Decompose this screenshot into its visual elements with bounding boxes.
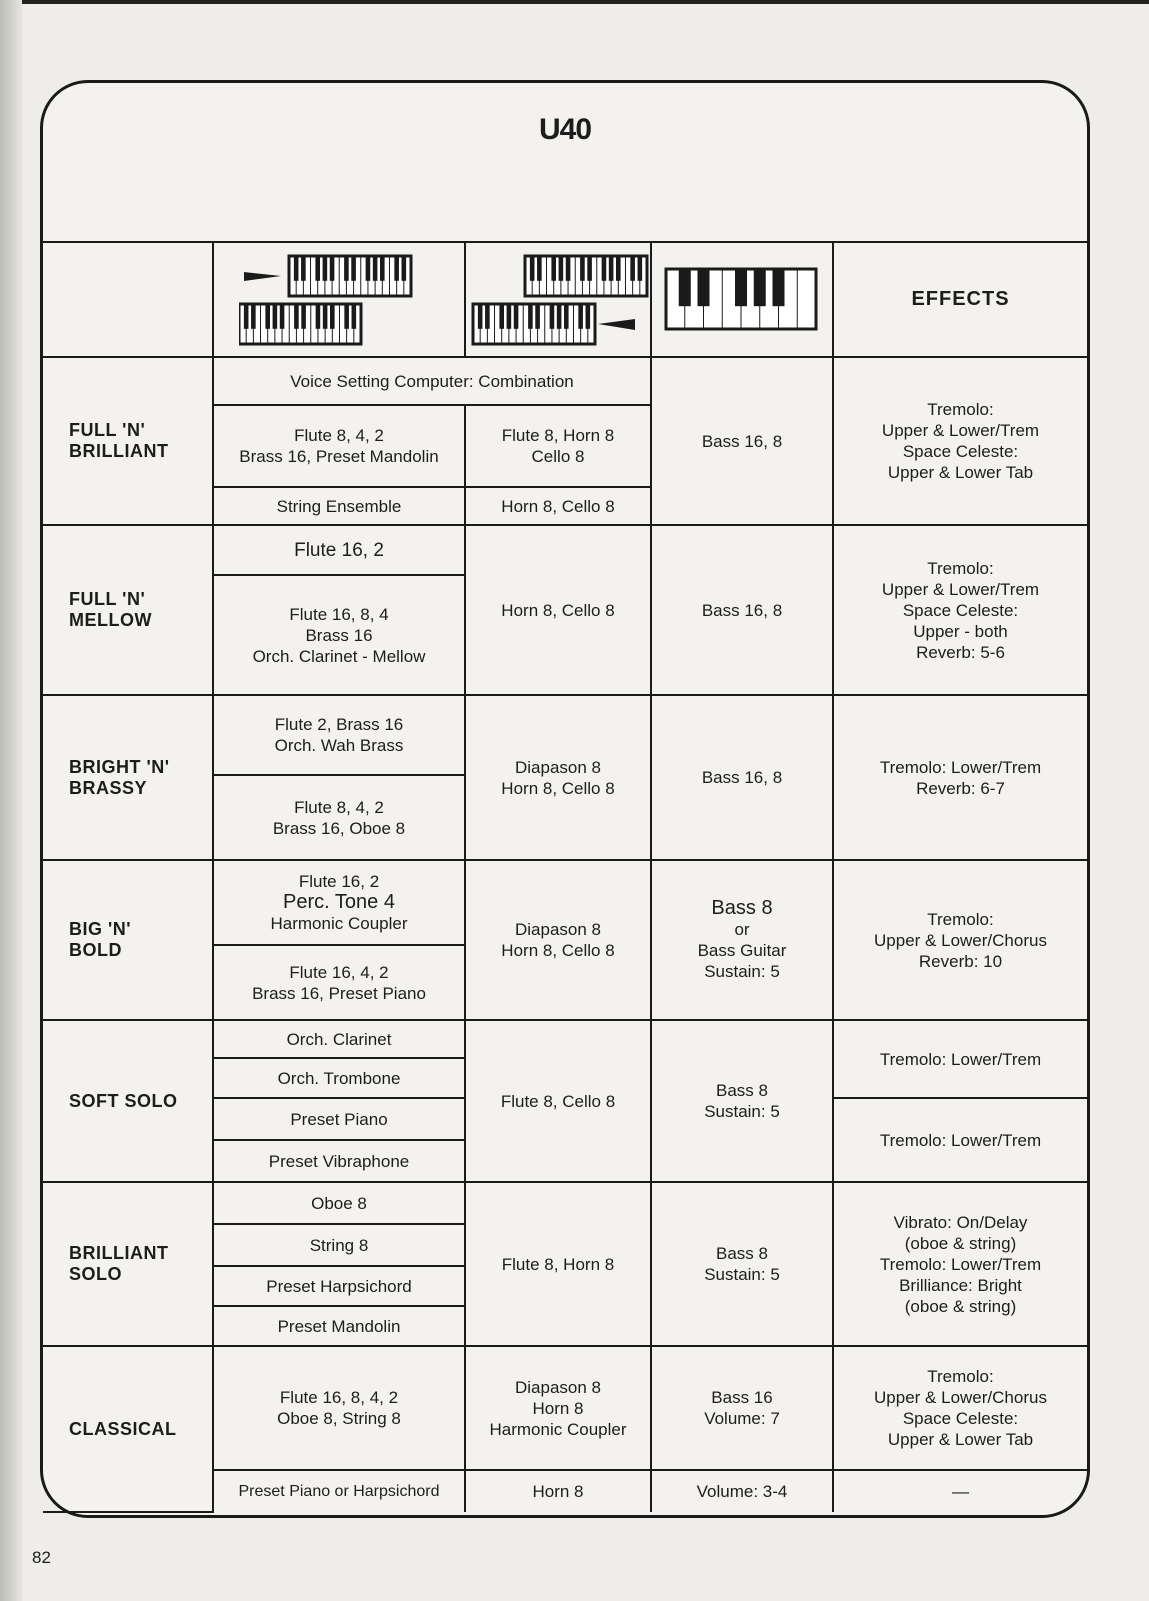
full-brilliant-upper-1: Flute 8, 4, 2 Brass 16, Preset Mandolin bbox=[213, 405, 465, 487]
brilliant-solo-upper-2: String 8 bbox=[213, 1224, 465, 1266]
full-mellow-upper-1: Flute 16, 2 bbox=[213, 525, 465, 575]
pedalboard-icon bbox=[662, 265, 822, 335]
black-key bbox=[679, 269, 691, 306]
black-key bbox=[394, 256, 399, 281]
black-key bbox=[351, 256, 356, 281]
bright-brassy-upper-1: Flute 2, Brass 16 Orch. Wah Brass bbox=[213, 695, 465, 775]
soft-solo-effects-2: Tremolo: Lower/Trem bbox=[833, 1098, 1087, 1182]
classical-effects-2: — bbox=[833, 1470, 1087, 1512]
soft-solo-upper-3: Preset Piano bbox=[213, 1098, 465, 1140]
big-bold-lower: Diapason 8 Horn 8, Cello 8 bbox=[465, 860, 651, 1020]
full-brilliant-effects: Tremolo: Upper & Lower/Trem Space Celeste: Upper & Lower Tab bbox=[833, 357, 1087, 525]
full-brilliant-upper-2: String Ensemble bbox=[213, 487, 465, 525]
full-mellow-effects: Tremolo: Upper & Lower/Trem Space Celeste: Upper - both Reverb: 5-6 bbox=[833, 525, 1087, 695]
bright-brassy-lower: Diapason 8 Horn 8, Cello 8 bbox=[465, 695, 651, 860]
upper-keyboard-icon bbox=[239, 254, 439, 346]
big-bold-upper-2: Flute 16, 4, 2 Brass 16, Preset Piano bbox=[213, 945, 465, 1020]
soft-solo-pedal: Bass 8 Sustain: 5 bbox=[651, 1020, 833, 1182]
soft-solo-lower: Flute 8, Cello 8 bbox=[465, 1020, 651, 1182]
bright-brassy-row-1 bbox=[43, 695, 1087, 775]
voice-setting-banner: Voice Setting Computer: Combination bbox=[213, 357, 651, 405]
black-key bbox=[638, 256, 643, 281]
full-brilliant-pedal: Bass 16, 8 bbox=[651, 357, 833, 525]
black-key bbox=[344, 256, 349, 281]
classical-upper-1: Flute 16, 8, 4, 2 Oboe 8, String 8 bbox=[213, 1346, 465, 1470]
black-key bbox=[294, 304, 299, 329]
black-key bbox=[499, 304, 504, 329]
big-bold-pedal: Bass 8 or Bass Guitar Sustain: 5 bbox=[651, 860, 833, 1020]
black-key bbox=[528, 304, 533, 329]
black-key bbox=[280, 304, 285, 329]
black-key bbox=[330, 304, 335, 329]
brilliant-solo-upper-3: Preset Harpsichord bbox=[213, 1266, 465, 1306]
black-key bbox=[537, 256, 542, 281]
bright-brassy-pedal: Bass 16, 8 bbox=[651, 695, 833, 860]
black-key bbox=[587, 256, 592, 281]
classical-pedal-2: Volume: 3-4 bbox=[651, 1470, 833, 1512]
classical-effects-1: Tremolo: Upper & Lower/Chorus Space Celeste: Upper & Lower Tab bbox=[833, 1346, 1087, 1470]
lower-manual-header bbox=[465, 242, 651, 357]
page-top-edge bbox=[0, 0, 1149, 4]
page-number: 82 bbox=[32, 1548, 51, 1567]
black-key bbox=[244, 304, 249, 329]
full-mellow-pedal: Bass 16, 8 bbox=[651, 525, 833, 695]
big-bold-row-1 bbox=[43, 860, 1087, 945]
black-key bbox=[530, 256, 535, 281]
big-bold-upper-1: Flute 16, 2 Perc. Tone 4 Harmonic Coupler bbox=[213, 860, 465, 945]
page-binding-shadow bbox=[0, 0, 22, 1601]
black-key bbox=[580, 256, 585, 281]
header-row bbox=[43, 242, 1087, 357]
full-mellow-upper-2: Flute 16, 8, 4 Brass 16 Orch. Clarinet - Mellow bbox=[213, 575, 465, 695]
black-key bbox=[344, 304, 349, 329]
full-brilliant-lower-1: Flute 8, Horn 8 Cello 8 bbox=[465, 405, 651, 487]
black-key bbox=[566, 256, 571, 281]
brilliant-solo-upper-4: Preset Mandolin bbox=[213, 1306, 465, 1346]
bright-brassy-upper-2: Flute 8, 4, 2 Brass 16, Oboe 8 bbox=[213, 775, 465, 860]
black-key bbox=[551, 256, 556, 281]
soft-solo-upper-1: Orch. Clarinet bbox=[213, 1020, 465, 1058]
upper-manual-header bbox=[213, 242, 465, 357]
row-label-full-mellow: FULL 'N' MELLOW bbox=[43, 525, 213, 695]
black-key bbox=[478, 304, 483, 329]
black-key bbox=[514, 304, 519, 329]
black-key bbox=[301, 304, 306, 329]
black-key bbox=[352, 304, 357, 329]
black-key bbox=[698, 269, 710, 306]
soft-solo-upper-2: Orch. Trombone bbox=[213, 1058, 465, 1098]
black-key bbox=[735, 269, 747, 306]
black-key bbox=[265, 304, 270, 329]
classical-pedal-1: Bass 16 Volume: 7 bbox=[651, 1346, 833, 1470]
black-key bbox=[559, 256, 564, 281]
classical-lower-2: Horn 8 bbox=[465, 1470, 651, 1512]
black-key bbox=[273, 304, 278, 329]
registration-table bbox=[43, 241, 1087, 1513]
black-key bbox=[602, 256, 607, 281]
black-key bbox=[373, 256, 378, 281]
black-key bbox=[294, 256, 299, 281]
full-mellow-lower: Horn 8, Cello 8 bbox=[465, 525, 651, 695]
bright-brassy-effects: Tremolo: Lower/Trem Reverb: 6-7 bbox=[833, 695, 1087, 860]
black-key bbox=[366, 256, 371, 281]
classical-row-1 bbox=[43, 1346, 1087, 1470]
row-label-bright-brassy: BRIGHT 'N' BRASSY bbox=[43, 695, 213, 860]
brilliant-solo-row-1 bbox=[43, 1182, 1087, 1224]
black-key bbox=[586, 304, 591, 329]
black-key bbox=[316, 304, 321, 329]
black-key bbox=[773, 269, 785, 306]
brilliant-solo-upper-1: Oboe 8 bbox=[213, 1182, 465, 1224]
black-key bbox=[578, 304, 583, 329]
black-key bbox=[550, 304, 555, 329]
classical-upper-2: Preset Piano or Harpsichord bbox=[213, 1470, 465, 1512]
header-blank bbox=[43, 242, 213, 357]
soft-solo-effects-1: Tremolo: Lower/Trem bbox=[833, 1020, 1087, 1098]
lower-keyboard-icon bbox=[470, 254, 650, 346]
brilliant-solo-pedal: Bass 8 Sustain: 5 bbox=[651, 1182, 833, 1346]
black-key bbox=[564, 304, 569, 329]
classical-lower-1: Diapason 8 Horn 8 Harmonic Coupler bbox=[465, 1346, 651, 1470]
black-key bbox=[485, 304, 490, 329]
row-label-brilliant-solo: BRILLIANT SOLO bbox=[43, 1182, 213, 1346]
black-key bbox=[251, 304, 256, 329]
row-label-full-brilliant: FULL 'N' BRILLIANT bbox=[43, 357, 213, 525]
row-label-classical: CLASSICAL bbox=[43, 1346, 213, 1512]
full-brilliant-lower-2: Horn 8, Cello 8 bbox=[465, 487, 651, 525]
black-key bbox=[630, 256, 635, 281]
row-label-big-bold: BIG 'N' BOLD bbox=[43, 860, 213, 1020]
soft-solo-upper-4: Preset Vibraphone bbox=[213, 1140, 465, 1182]
black-key bbox=[616, 256, 621, 281]
brilliant-solo-effects: Vibrato: On/Delay (oboe & string) Tremolo: Lower/Trem Brilliance: Bright (oboe & string) bbox=[833, 1182, 1087, 1346]
big-bold-effects: Tremolo: Upper & Lower/Chorus Reverb: 10 bbox=[833, 860, 1087, 1020]
black-key bbox=[609, 256, 614, 281]
black-key bbox=[402, 256, 407, 281]
black-key bbox=[323, 304, 328, 329]
row-label-soft-solo: SOFT SOLO bbox=[43, 1020, 213, 1182]
brilliant-solo-lower: Flute 8, Horn 8 bbox=[465, 1182, 651, 1346]
registration-chart-frame bbox=[40, 80, 1090, 1518]
black-key bbox=[507, 304, 512, 329]
black-key bbox=[754, 269, 766, 306]
effects-header: EFFECTS bbox=[833, 242, 1087, 357]
black-key bbox=[380, 256, 385, 281]
chart-title: U40 bbox=[538, 113, 592, 146]
full-mellow-row-1 bbox=[43, 525, 1087, 575]
black-key bbox=[315, 256, 320, 281]
soft-solo-row-1 bbox=[43, 1020, 1087, 1058]
black-key bbox=[557, 304, 562, 329]
black-key bbox=[301, 256, 306, 281]
pedal-header bbox=[651, 242, 833, 357]
black-key bbox=[330, 256, 335, 281]
black-key bbox=[323, 256, 328, 281]
voice-setting-row bbox=[43, 357, 1087, 405]
black-key bbox=[535, 304, 540, 329]
